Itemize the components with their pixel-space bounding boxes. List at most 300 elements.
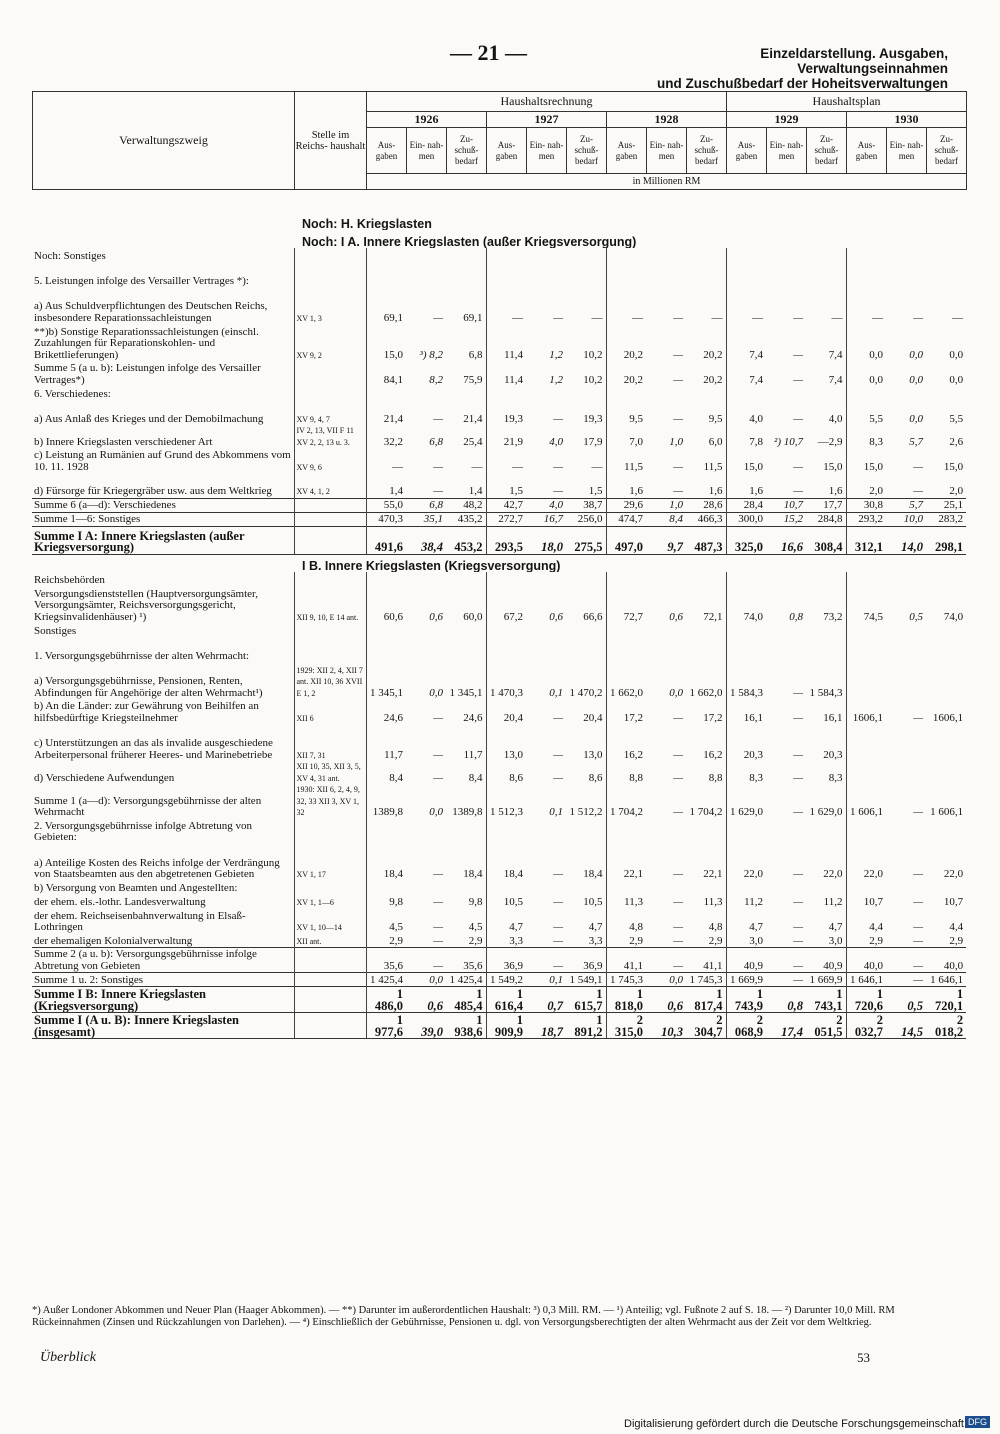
value-cell: 1,5 [588,485,603,497]
value-cell: 0,1 [549,686,563,699]
row-label: Summe I (A u. B): Innere Kriegslasten (insgesamt) [32,1013,294,1039]
row-label: Reichsbehörden [32,572,294,586]
value-cell [886,572,926,586]
value-cell [806,881,846,895]
table-row [32,973,966,987]
value-cell: — [913,896,923,908]
value-cell: 1 662,0 [689,686,723,699]
value-cell: 312,1 [846,526,886,554]
row-stelle [294,1013,366,1039]
value-cell: — [793,921,803,933]
value-cell: 42,7 [486,498,526,512]
value-cell: 7,4 [726,361,766,386]
value-cell: 36,9 [566,948,606,973]
value-cell [406,386,446,400]
value-cell: 2 068,9 [726,1013,766,1039]
value-cell: 0,8 [789,610,803,623]
value-cell: 3,0 [726,934,766,948]
value-cell: 7,0 [606,425,646,448]
table-row [32,448,966,473]
value-cell [886,881,926,895]
value-cell [526,572,566,586]
value-cell: — [433,934,443,947]
row-stelle: XV 9, 2 [294,324,366,361]
value-cell: 20,2 [606,324,646,361]
value-cell [606,386,646,400]
value-cell: 8,6 [486,761,526,784]
value-cell [886,386,926,400]
value-cell [566,386,606,400]
value-cell: — [673,748,683,761]
value-cell: 0,0 [909,412,923,425]
value-cell: 72,7 [606,586,646,623]
value-cell [886,662,926,699]
value-cell: 470,3 [366,512,406,526]
value-cell [606,637,646,662]
value-cell [926,819,966,844]
row-stelle [294,819,366,844]
value-cell: — [433,460,443,473]
value-cell: 1 606,1 [930,806,964,818]
value-cell: 1 669,9 [806,973,846,987]
value-cell: — [913,711,923,724]
value-cell: 25,4 [463,435,483,448]
value-cell [926,248,966,262]
value-cell: 28,4 [726,498,766,512]
value-cell: — [766,973,806,987]
value-cell: — [591,311,603,324]
header-verwaltungszweig: Verwaltungszweig [33,92,295,190]
value-cell: 1389,8 [452,806,483,818]
value-cell: 1,6 [708,485,723,497]
value-cell [726,262,766,287]
value-cell: 20,3 [726,724,766,761]
value-cell: 35,6 [366,948,406,973]
row-stelle: XV 1, 1—6 [294,895,366,909]
value-cell: 15,0 [846,448,886,473]
value-cell [486,623,526,637]
row-stelle [294,973,366,987]
section-heading: Noch: H. Kriegslasten [302,216,432,230]
value-cell [686,262,726,287]
row-stelle: XV 9, 4, 7 [294,400,366,425]
row-label: Summe 2 (a u. b): Versorgungsgebührnisse infolge Abtretung von Gebieten [32,948,294,973]
value-cell: 2,9 [708,934,723,947]
value-cell [646,572,686,586]
value-cell: — [606,287,646,324]
value-cell: 0,0 [949,373,964,386]
value-cell: 11,5 [606,448,646,473]
value-cell: 1 745,3 [686,973,726,987]
value-cell: 21,4 [366,400,406,425]
header-subcolumn: Aus- gaben [607,128,647,174]
row-label: b) An die Länder: zur Gewährung von Beihilfen an hilfsbedürftige Kriegsteilnehmer [32,699,294,724]
row-label: Summe 6 (a—d): Verschiedenes [32,498,294,512]
value-cell: 1 629,0 [726,784,766,819]
header-subcolumn: Zu- schuß- bedarf [927,128,967,174]
value-cell: 0,6 [429,610,443,623]
value-cell [766,623,806,637]
value-cell: 35,1 [406,512,446,526]
value-cell: 4,7 [726,909,766,934]
row-label: Summe 1—6: Sonstiges [32,512,294,526]
value-cell [806,819,846,844]
value-cell: 22,0 [823,868,843,880]
value-cell [526,262,566,287]
value-cell: 1 425,4 [446,973,486,987]
row-label: Sonstiges [32,623,294,637]
value-cell [926,262,966,287]
value-cell [686,386,726,400]
value-cell: 0,1 [549,806,563,818]
value-cell: — [952,311,964,324]
value-cell [846,819,886,844]
value-cell: 1 704,2 [689,806,723,818]
value-cell: 17,2 [703,711,723,724]
value-cell: 10,0 [886,512,926,526]
value-cell [366,637,406,662]
value-cell: 25,1 [926,498,966,512]
value-cell: 67,2 [486,586,526,623]
value-cell: 1,0 [669,435,683,448]
section-heading-row [32,212,966,230]
value-cell: 1 616,4 [486,987,526,1013]
value-cell [806,572,846,586]
value-cell: 24,6 [463,711,483,724]
value-cell: 2,9 [468,934,483,947]
value-cell: 6,8 [429,435,443,448]
header-line-1: Einzeldarstellung. Ausgaben, Verwaltungseinnahmen [760,46,948,76]
table-row [32,324,966,361]
value-cell: 293,5 [486,526,526,554]
row-label: Summe I B: Innere Kriegslasten (Kriegsversorgung) [32,987,294,1013]
value-cell: 16,1 [726,699,766,724]
value-cell [646,637,686,662]
value-cell: 4,0 [549,435,563,448]
value-cell: 256,0 [566,512,606,526]
value-cell: 8,3 [828,771,843,784]
value-cell: 4,4 [949,921,964,933]
value-cell: — [673,921,683,933]
value-cell: 284,8 [806,512,846,526]
value-cell: 9,7 [646,526,686,554]
value-cell [406,819,446,844]
value-cell: 1 891,2 [566,1013,606,1039]
value-cell: 0,0 [669,686,683,699]
value-cell [366,386,406,400]
value-cell: — [553,711,563,724]
value-cell: — [913,460,923,473]
value-cell [486,572,526,586]
table-row [32,386,966,400]
value-cell: 325,0 [726,526,766,554]
value-cell: 466,3 [686,512,726,526]
value-cell: 18,4 [486,844,526,881]
value-cell [806,262,846,287]
row-label: Summe 1 (a—d): Versorgungsgebührnisse der alten Wehrmacht [32,784,294,819]
value-cell: 10,5 [583,896,603,908]
value-cell: 1,0 [646,498,686,512]
value-cell: 0,6 [646,987,686,1013]
value-cell [566,248,606,262]
value-cell [526,248,566,262]
value-cell: — [673,868,683,880]
value-cell [406,262,446,287]
value-cell: 474,7 [606,512,646,526]
value-cell: 1 629,0 [809,806,843,818]
value-cell: 283,2 [926,512,966,526]
value-cell: — [553,412,563,425]
value-cell [766,819,806,844]
value-cell: — [433,311,443,324]
value-cell: 1,4 [468,485,483,497]
footer-page-number: 53 [857,1350,870,1365]
value-cell [526,386,566,400]
value-cell: 2 304,7 [686,1013,726,1039]
header-subcolumn: Zu- schuß- bedarf [687,128,727,174]
value-cell: 1 977,6 [366,1013,406,1039]
value-cell: 2 051,5 [806,1013,846,1039]
value-cell: — [433,868,443,880]
value-cell [486,262,526,287]
value-cell [806,386,846,400]
value-cell: — [793,485,803,497]
value-cell: 24,6 [366,699,406,724]
value-cell: 40,9 [806,948,846,973]
value-cell [726,623,766,637]
value-cell: 66,6 [583,610,603,623]
value-cell: 41,1 [606,948,646,973]
value-cell: 13,0 [583,748,603,761]
value-cell [766,262,806,287]
value-cell: 9,8 [468,896,483,908]
value-cell: — [433,921,443,933]
value-cell: 4,7 [828,921,843,933]
value-cell: — [793,806,803,818]
value-cell: 40,0 [846,948,886,973]
value-cell: 1606,1 [846,699,886,724]
value-cell: 10,7 [846,895,886,909]
value-cell: 2,9 [606,934,646,948]
handwritten-note: Überblick [40,1350,96,1365]
header-subcolumn: Zu- schuß- bedarf [567,128,607,174]
value-cell: — [471,460,483,473]
value-cell [926,637,966,662]
value-cell: — [433,485,443,497]
row-stelle [294,386,366,400]
value-cell: 7,8 [726,425,766,448]
value-cell: 1,6 [726,473,766,498]
header-haushaltsplan: Haushaltsplan [727,92,967,112]
value-cell [806,623,846,637]
row-label: 5. Leistungen infolge des Versailler Vertrages *): [32,262,294,287]
header-subcolumn: Aus- gaben [487,128,527,174]
value-cell [686,623,726,637]
value-cell: 18,0 [526,526,566,554]
value-cell [646,262,686,287]
value-cell [366,262,406,287]
value-cell: — [366,448,406,473]
row-stelle [294,248,366,262]
value-cell: — [406,948,446,973]
value-cell [846,881,886,895]
value-cell [846,262,886,287]
value-cell: 0,0 [406,973,446,987]
value-cell: 1 704,2 [606,784,646,819]
value-cell: 17,4 [766,1013,806,1039]
value-cell: 7,4 [828,373,843,386]
value-cell: — [766,948,806,973]
value-cell: — [913,806,923,818]
value-cell: 4,5 [468,921,483,933]
value-cell: 40,0 [926,948,966,973]
value-cell [726,248,766,262]
value-cell [486,637,526,662]
value-cell [846,662,886,699]
header-unit: in Millionen RM [367,174,967,190]
value-cell: 1 818,0 [606,987,646,1013]
value-cell: 48,2 [446,498,486,512]
value-cell: 8,4 [366,761,406,784]
value-cell: 30,8 [846,498,886,512]
value-cell: — [793,711,803,724]
table-row [32,844,966,881]
value-cell [446,572,486,586]
value-cell: 18,4 [583,868,603,880]
value-cell: 74,0 [943,610,964,623]
value-cell: 84,1 [366,361,406,386]
row-label: d) Fürsorge für Kriegergräber usw. aus dem Weltkrieg [32,473,294,498]
value-cell: — [673,485,683,497]
value-cell: 73,2 [823,610,843,623]
value-cell [846,623,886,637]
value-cell [486,386,526,400]
table-row [32,761,966,784]
value-cell [446,881,486,895]
value-cell: 0,1 [526,973,566,987]
value-cell: 1 720,6 [846,987,886,1013]
value-cell: 0,0 [429,686,443,699]
value-cell: 275,5 [566,526,606,554]
value-cell [606,623,646,637]
value-cell: — [793,348,803,361]
value-cell: — [433,896,443,908]
value-cell: — [553,868,563,880]
value-cell: 17,9 [583,435,603,448]
value-cell [926,386,966,400]
value-cell: — [673,348,683,361]
header-subcolumn: Zu- schuß- bedarf [807,128,847,174]
value-cell: 0,0 [846,324,886,361]
value-cell [566,819,606,844]
value-cell [446,637,486,662]
value-cell: 4,8 [708,921,723,933]
table-row [32,637,966,662]
value-cell: — [793,460,803,473]
value-cell: 272,7 [486,512,526,526]
value-cell: — [793,748,803,761]
value-cell [726,386,766,400]
value-cell: 8,3 [726,761,766,784]
value-cell [446,262,486,287]
value-cell: 1 486,0 [366,987,406,1013]
row-stelle: XII ant. [294,934,366,948]
value-cell: 75,9 [463,373,483,386]
table-row [32,784,966,819]
value-cell: 11,7 [463,748,483,761]
value-cell: 1 549,1 [566,973,606,987]
value-cell: 300,0 [726,512,766,526]
value-cell: 15,0 [726,448,766,473]
row-label: Summe I A: Innere Kriegslasten (außer Kriegsversorgung) [32,526,294,554]
value-cell: 5,7 [909,435,923,448]
value-cell: — [433,748,443,761]
value-cell: 11,3 [606,895,646,909]
value-cell: — [553,485,563,497]
value-cell: 1 425,4 [366,973,406,987]
header-subcolumn: Ein- nah- men [887,128,927,174]
value-cell: — [673,711,683,724]
table-row [32,262,966,287]
value-cell: 0,0 [429,806,443,818]
value-cell [726,881,766,895]
row-label: 1. Versorgungsgebührnisse der alten Wehrmacht: [32,637,294,662]
value-cell [406,637,446,662]
value-cell [766,386,806,400]
digitization-note: Digitalisierung gefördert durch die Deutsche Forschungsgemeinschaft [624,1418,964,1430]
table-row [32,526,966,554]
value-cell [646,819,686,844]
value-cell: 1 743,9 [726,987,766,1013]
value-cell: 10,7 [766,498,806,512]
value-cell: — [553,460,563,473]
header-subcolumn: Ein- nah- men [527,128,567,174]
value-cell: 72,1 [703,610,723,623]
table-row [32,819,966,844]
value-cell [846,386,886,400]
value-cell: 1 606,1 [846,784,886,819]
value-cell [526,819,566,844]
header-subcolumn: Ein- nah- men [767,128,807,174]
value-cell: 74,0 [726,586,766,623]
value-cell [646,248,686,262]
value-cell [886,623,926,637]
row-label: Summe 1 u. 2: Sonstiges [32,973,294,987]
value-cell [486,248,526,262]
value-cell: 18,4 [366,844,406,881]
row-label: a) Aus Anlaß des Krieges und der Demobilmachung [32,400,294,425]
value-cell: — [886,973,926,987]
value-cell: — [673,373,683,386]
value-cell: 497,0 [606,526,646,554]
value-cell: 2,0 [949,485,964,497]
value-cell: 2,0 [846,473,886,498]
value-cell [566,623,606,637]
table-row [32,987,966,1013]
value-cell [926,623,966,637]
header-subcolumn: Ein- nah- men [407,128,447,174]
page-number: — 21 — [450,40,527,65]
value-cell [846,637,886,662]
value-cell: — [913,868,923,880]
value-cell: 293,2 [846,512,886,526]
value-cell: — [433,711,443,724]
table-row [32,662,966,699]
value-cell: 55,0 [366,498,406,512]
value-cell: 2,6 [949,435,964,448]
value-cell: 1 646,1 [926,973,966,987]
value-cell: — [913,934,923,947]
